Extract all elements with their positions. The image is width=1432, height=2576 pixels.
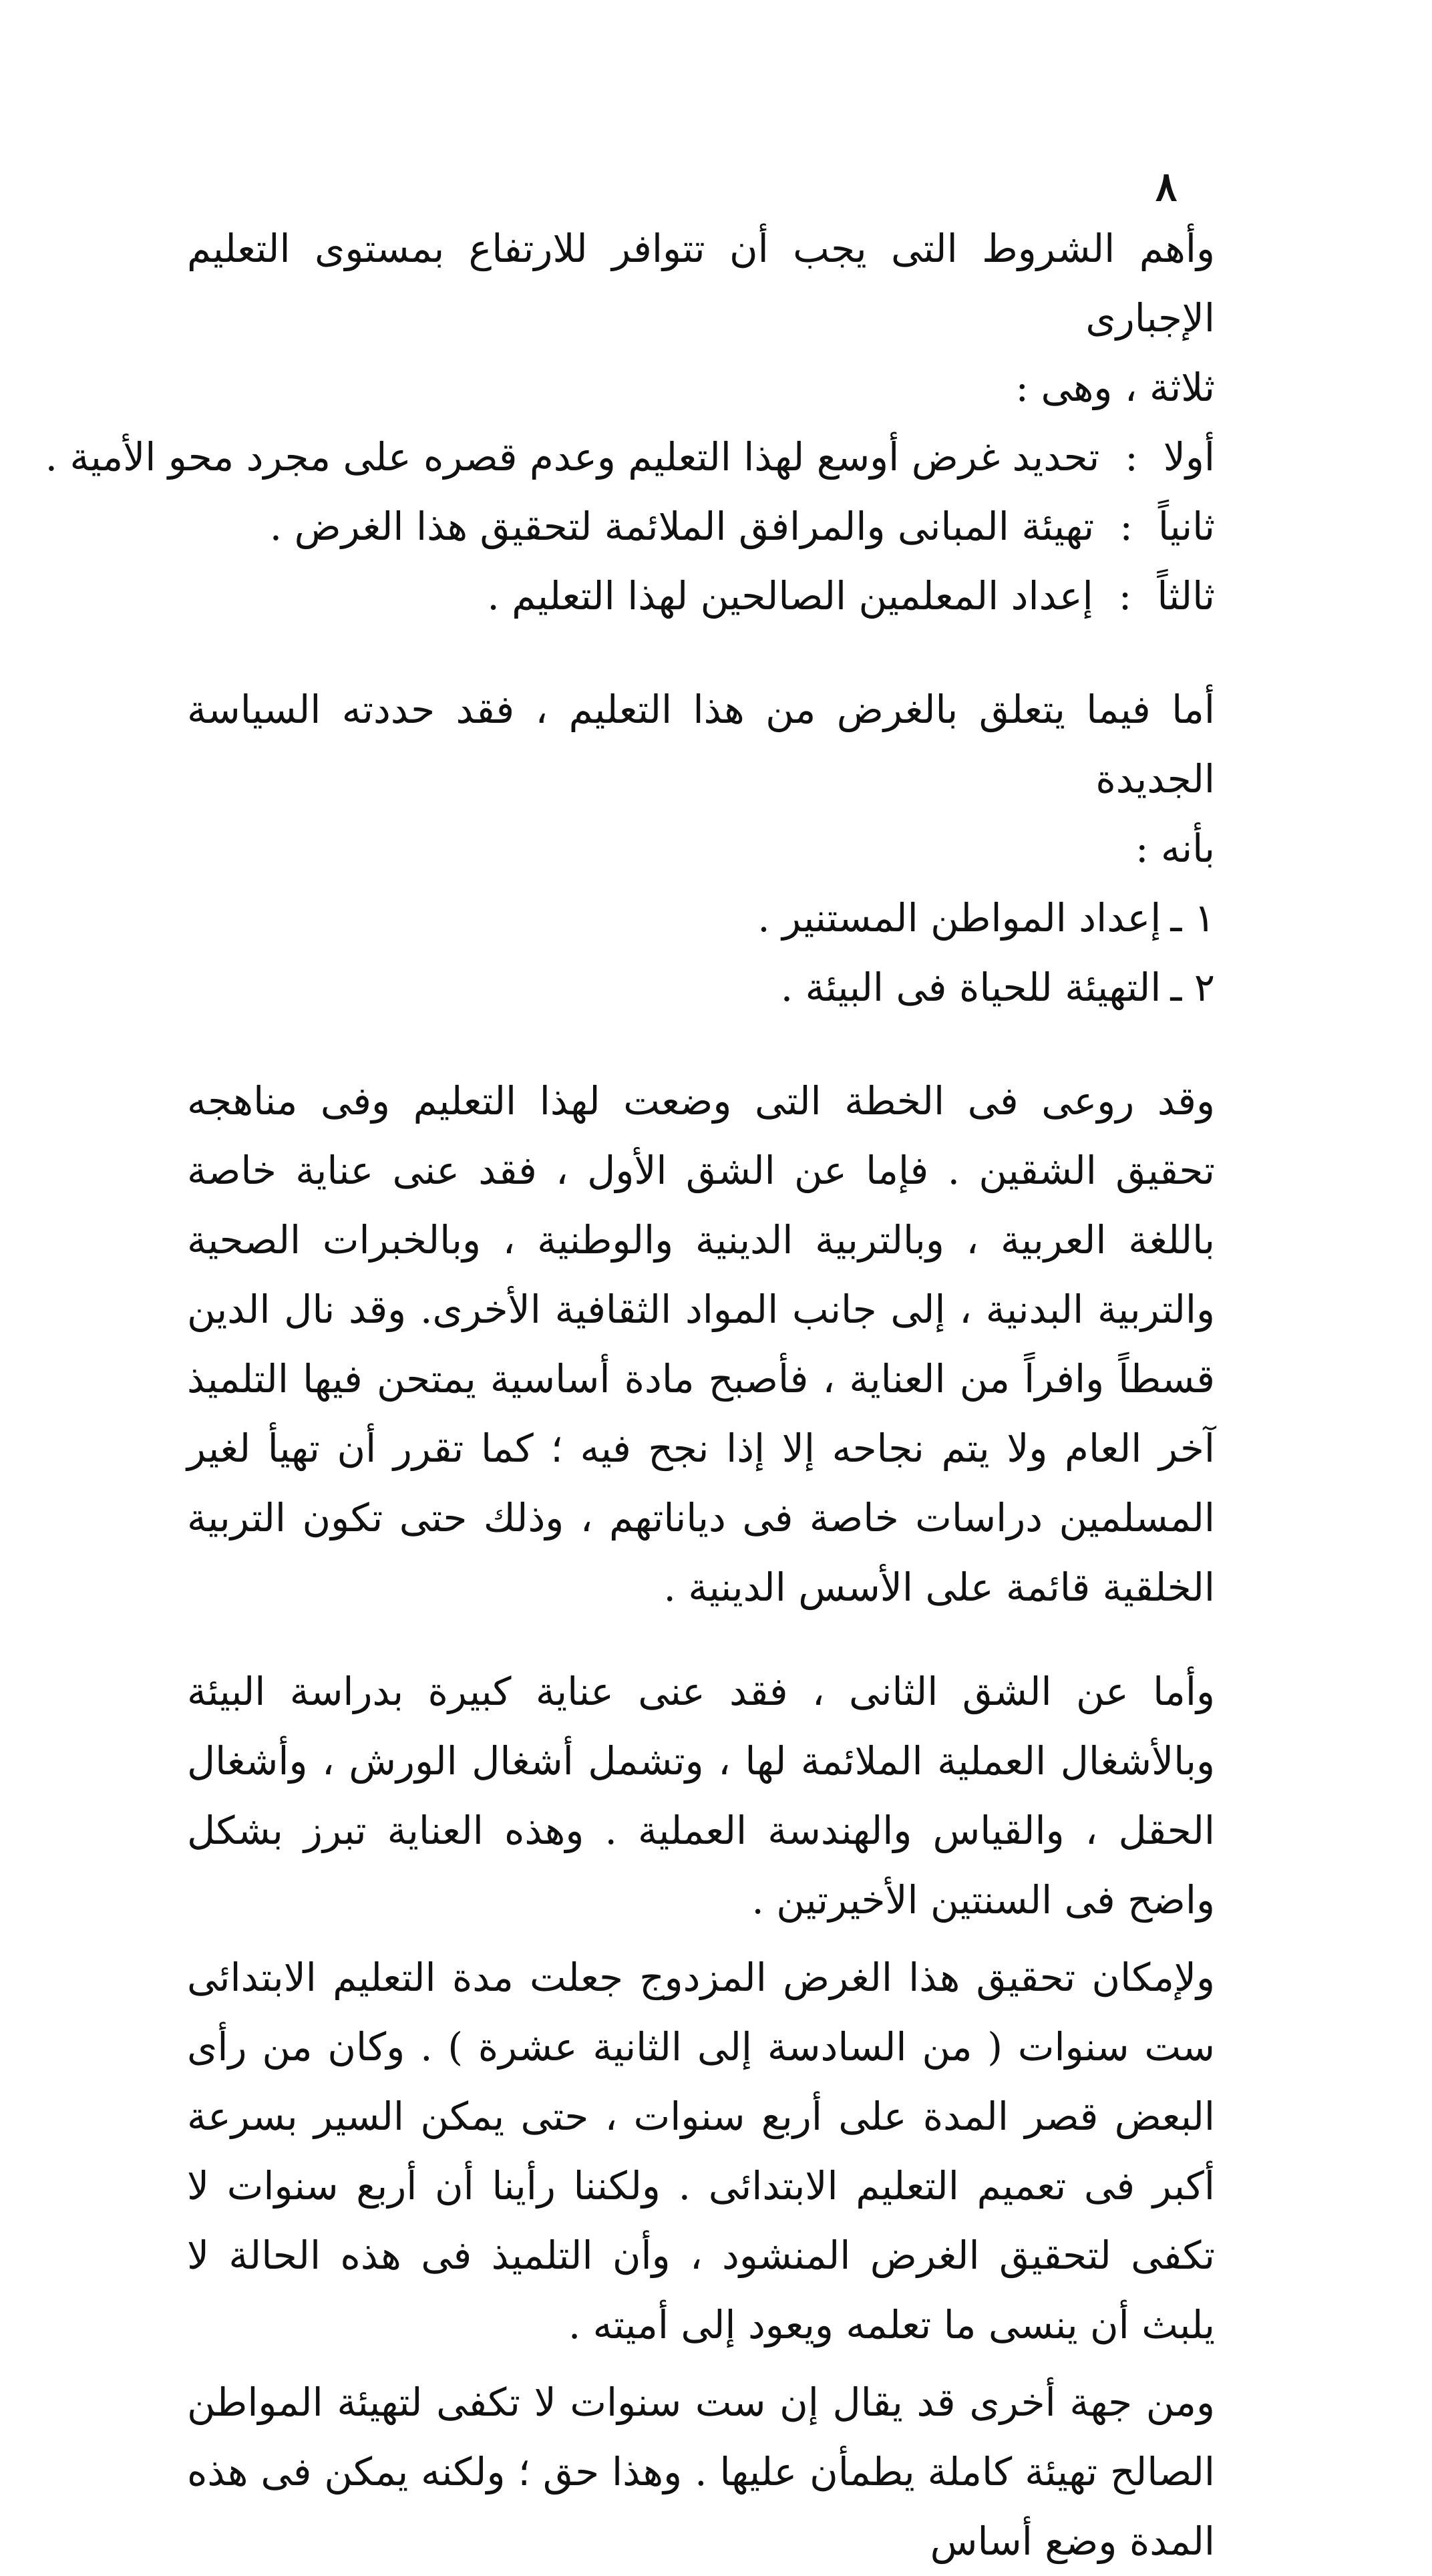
condition-label: ثانياً: [1157, 504, 1215, 549]
intro-line-2: ثلاثة ، وهى :: [1015, 365, 1215, 410]
purpose-line-1: أما فيما يتعلق بالغرض من هذا التعليم ، فقد حددته السياسة الجديدة: [187, 687, 1215, 802]
purpose-item-1: [187, 883, 1215, 953]
intro-line-1: وأهم الشروط التى يجب أن تتوافر للارتفاع بمستوى التعليم الإجبارى: [187, 226, 1215, 341]
condition-separator: :: [1118, 573, 1132, 619]
page-body: [45, 214, 1215, 2576]
paragraph-first-aspect: وقد روعى فى الخطة التى وضعت لهذا التعليم وفى مناهجه تحقيق الشقين . فإما عن الشق الأول ، فقد عنى عناية خاصة باللغة العربية ، وبالتربية الدينية والوطنية ، وبالخبرات الصحية والتربية البدنية ، إلى جانب المواد الثقافية الأخرى. وقد نال الدين قسطاً وافراً من العناية ، فأصبح مادة أساسية يمتحن فيها التلميذ آخر العام ولا يتم نجاحه إلا إذا نجح فيه ؛ كما تقرر أن تهيأ لغير المسلمين دراسات خاصة فى دياناتهم ، وذلك حتى تكون التربية الخلقية قائمة على الأسس الدينية .: [187, 1078, 1215, 1610]
condition-text: تحديد غرض أوسع لهذا التعليم وعدم قصره على مجرد محو الأمية .: [45, 434, 1100, 480]
condition-label: أولا: [1163, 434, 1215, 480]
purpose-line-2: بأنه :: [1135, 826, 1215, 871]
purpose-item-number: ١ ـ: [1170, 895, 1215, 941]
condition-item-2: [187, 492, 1215, 561]
condition-item-1: [45, 422, 1215, 492]
condition-item-3: [187, 561, 1215, 631]
page-number: ٨: [1155, 164, 1178, 210]
condition-text: تهيئة المبانى والمرافق الملائمة لتحقيق هذا الغرض .: [269, 504, 1095, 549]
purpose-item-text: التهيئة للحياة فى البيئة .: [780, 965, 1161, 1010]
condition-separator: :: [1125, 434, 1138, 480]
paragraph-other-side: ومن جهة أخرى قد يقال إن ست سنوات لا تكفى لتهيئة المواطن الصالح تهيئة كاملة يطمأن عليها . وهذا حق ؛ ولكنه يمكن فى هذه المدة وضع أساس: [187, 2380, 1215, 2564]
condition-label: ثالثاً: [1157, 573, 1215, 619]
paragraph-second-aspect: وأما عن الشق الثانى ، فقد عنى عناية كبيرة بدراسة البيئة وبالأشغال العملية الملائمة لها ، وتشمل أشغال الورش ، وأشغال الحقل ، والقياس والهندسة العملية . وهذه العناية تبرز بشكل واضح فى السنتين الأخيرتين .: [187, 1669, 1215, 1923]
condition-separator: :: [1119, 504, 1133, 549]
purpose-item-2: [187, 953, 1215, 1022]
purpose-item-text: إعداد المواطن المستنير .: [757, 895, 1161, 941]
purpose-item-number: ٢ ـ: [1170, 965, 1215, 1010]
condition-text: إعداد المعلمين الصالحين لهذا التعليم .: [487, 573, 1093, 619]
paragraph-duration: ولإمكان تحقيق هذا الغرض المزدوج جعلت مدة التعليم الابتدائى ست سنوات ( من السادسة إلى الثانية عشرة ) . وكان من رأى البعض قصر المدة على أربع سنوات ، حتى يمكن السير بسرعة أكبر فى تعميم التعليم الابتدائى . ولكننا رأينا أن أربع سنوات لا تكفى لتحقيق الغرض المنشود ، وأن التلميذ فى هذه الحالة لا يلبث أن ينسى ما تعلمه ويعود إلى أميته .: [187, 1955, 1215, 2348]
